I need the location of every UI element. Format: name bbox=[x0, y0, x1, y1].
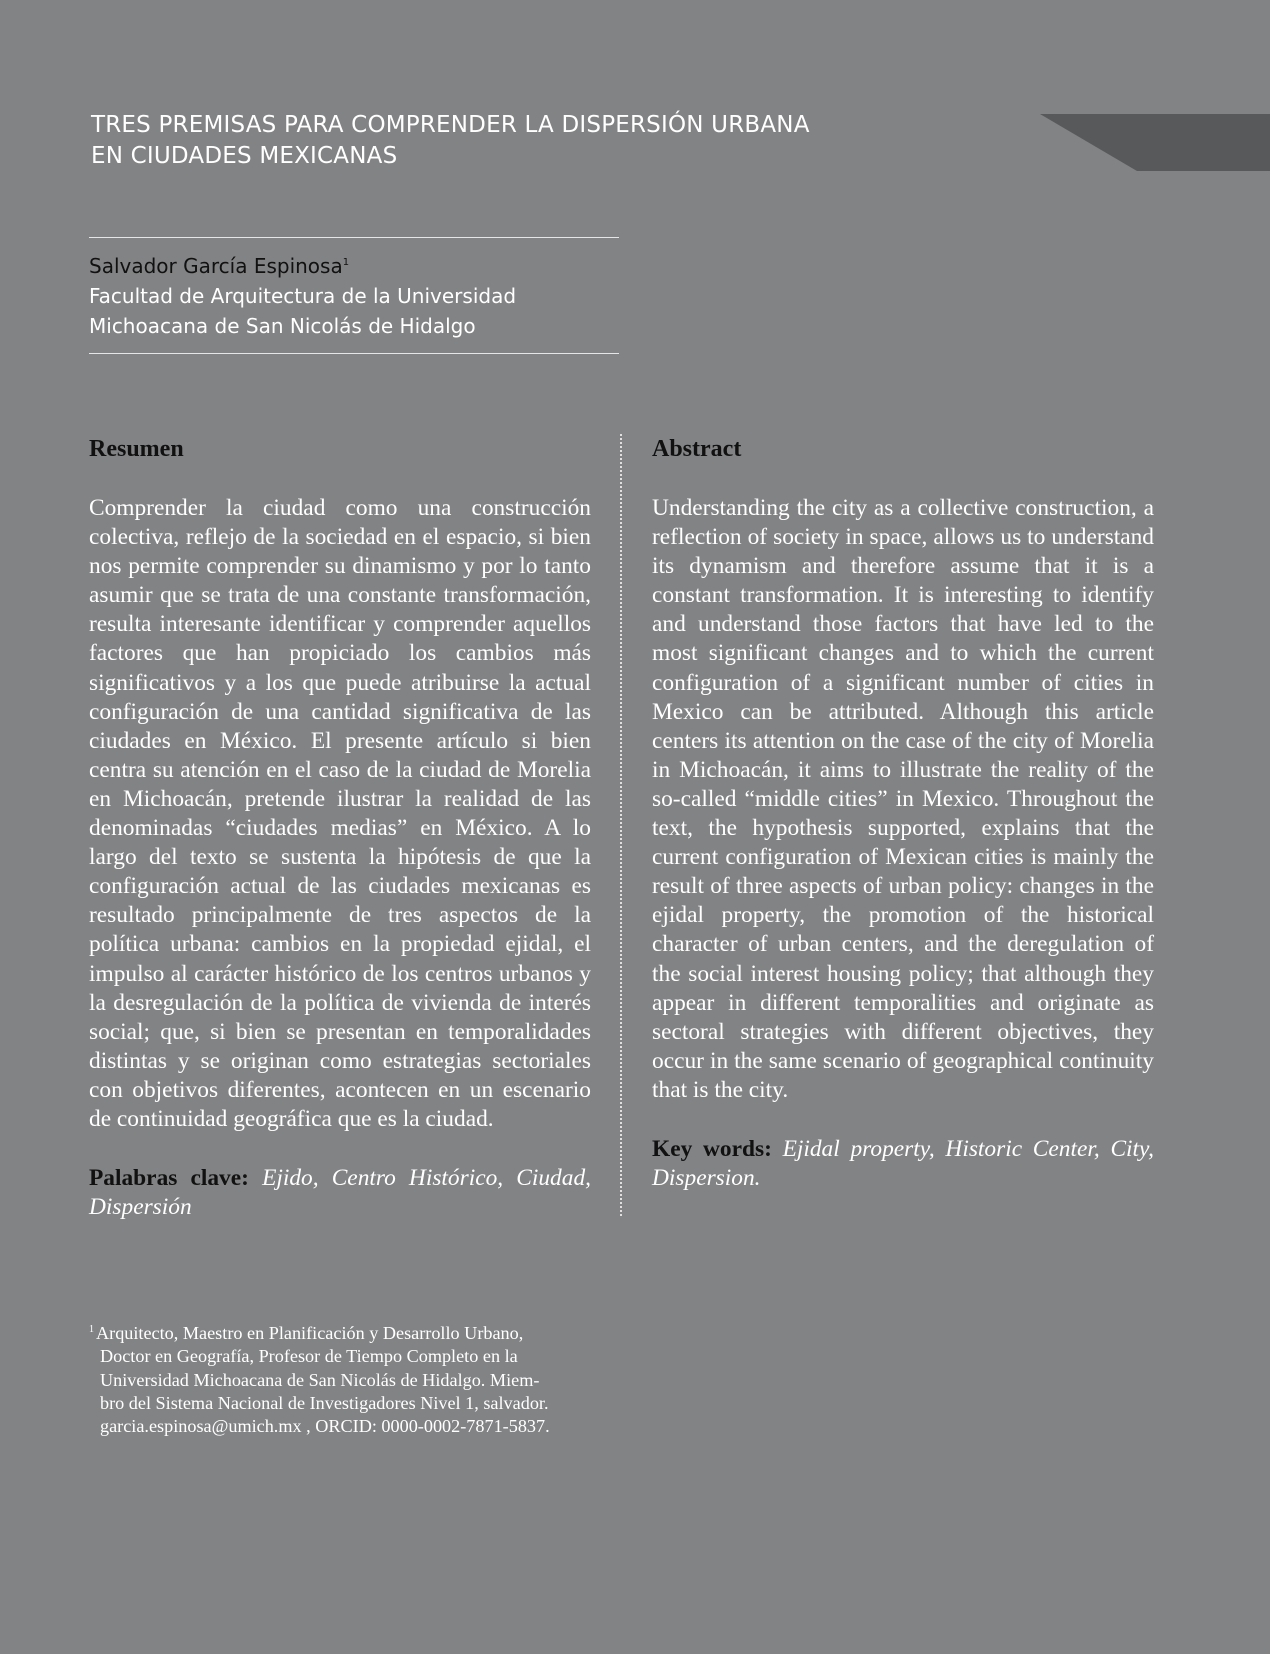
footnote-mark: 1 bbox=[89, 1324, 94, 1335]
resumen-keywords-values: Ejido, Centro Histórico, Ciudad, Dispersión bbox=[89, 1165, 591, 1221]
footnote-line-1 bbox=[89, 1318, 589, 1345]
footnote-line-5: garcia.espinosa@umich.mx , ORCID: 0000-0002-7871-5837. bbox=[100, 1416, 550, 1437]
resumen-text: Comprender la ciudad como una construcción colectiva, reflejo de la sociedad en el espacio, si bien nos permite comprender su dinamismo y por lo tanto asumir que se trata de una constante transformación, resulta interesante identificar y comprender aquellos factores que han propiciado los cambios más significativos y a los que puede atribuirse la actual configuración de una cantidad significativa de las ciudades en México. El presente artículo si bien centra su atención en el caso de la ciudad de Morelia en Michoacán, pretende ilustrar la realidad de las denominadas “ciudades medias” en México. A lo largo del texto se sustenta la hipótesis de que la configuración actual de las ciudades mexicanas es resultado principalmente de tres aspectos de la política urbana: cambios en la propiedad ejidal, el impulso al carácter histórico de los centros urbanos y la desregulación de la política de vivienda de interés social; que, si bien se presentan en temporalidades distintas y se originan como estrategias sectoriales con objetivos diferentes, acontecen en un escenario de continuidad geográfica que es la ciudad. bbox=[89, 495, 591, 1132]
author-footnote-mark: 1 bbox=[342, 257, 350, 268]
resumen-keywords-label: Palabras clave: bbox=[89, 1165, 249, 1192]
footnote-line-1-text: Arquitecto, Maestro en Planificación y Desarrollo Urbano, bbox=[96, 1323, 524, 1343]
affiliation-line-2: Michoacana de San Nicolás de Hidalgo bbox=[89, 314, 476, 338]
footnote-line-3: Universidad Michoacana de San Nicolás de Hidalgo. Miem- bbox=[100, 1369, 540, 1390]
abstract-heading: Abstract bbox=[652, 436, 742, 462]
author-block bbox=[89, 237, 619, 354]
resumen-keywords bbox=[89, 1164, 591, 1222]
footnote-line-4: bro del Sistema Nacional de Investigadores Nivel 1, salvador. bbox=[100, 1392, 549, 1413]
author-line bbox=[89, 248, 619, 281]
article-title bbox=[91, 110, 911, 172]
column-divider bbox=[620, 434, 622, 1216]
author-affiliation bbox=[89, 281, 619, 341]
author-name: Salvador García Espinosa bbox=[89, 254, 343, 278]
title-line-1: TRES PREMISAS PARA COMPRENDER LA DISPERSIÓN URBANA bbox=[91, 112, 810, 138]
resumen-heading: Resumen bbox=[89, 436, 184, 462]
resumen-column bbox=[89, 432, 591, 1222]
abstract-column bbox=[652, 432, 1154, 1193]
footnote bbox=[89, 1318, 589, 1438]
footnote-line-2: Doctor en Geografía, Profesor de Tiempo Completo en la bbox=[100, 1346, 518, 1367]
abstract-keywords-label: Key words: bbox=[652, 1135, 772, 1162]
abstract-keywords bbox=[652, 1135, 1154, 1193]
abstract-text: Understanding the city as a collective construction, a reflection of society in space, allows us to understand its dynamism and therefore assume that it is a constant transformation. It is interesting to identify and understand those factors that have led to the most significant changes and to which the current configuration of a significant number of cities in Mexico can be attributed. Although this article centers its attention on the case of the city of Morelia in Michoacán, it aims to illustrate the reality of the so-called “middle cities” in Mexico. Throughout the text, the hypothesis supported, explains that the current configuration of Mexican cities is mainly the result of three aspects of urban policy: changes in the ejidal property, the promotion of the historical character of urban centers, and the deregulation of the social interest housing policy; that although they appear in different temporalities and originate as sectoral strategies with different objectives, they occur in the same scenario of geographical continuity that is the city. bbox=[652, 495, 1154, 1103]
affiliation-line-1: Facultad de Arquitectura de la Universidad bbox=[89, 284, 517, 308]
corner-tab-decoration bbox=[1040, 114, 1270, 171]
abstract-keywords-values: Ejidal property, Historic Center, City, Dispersion. bbox=[652, 1135, 1154, 1192]
title-line-2: EN CIUDADES MEXICANAS bbox=[91, 143, 398, 169]
